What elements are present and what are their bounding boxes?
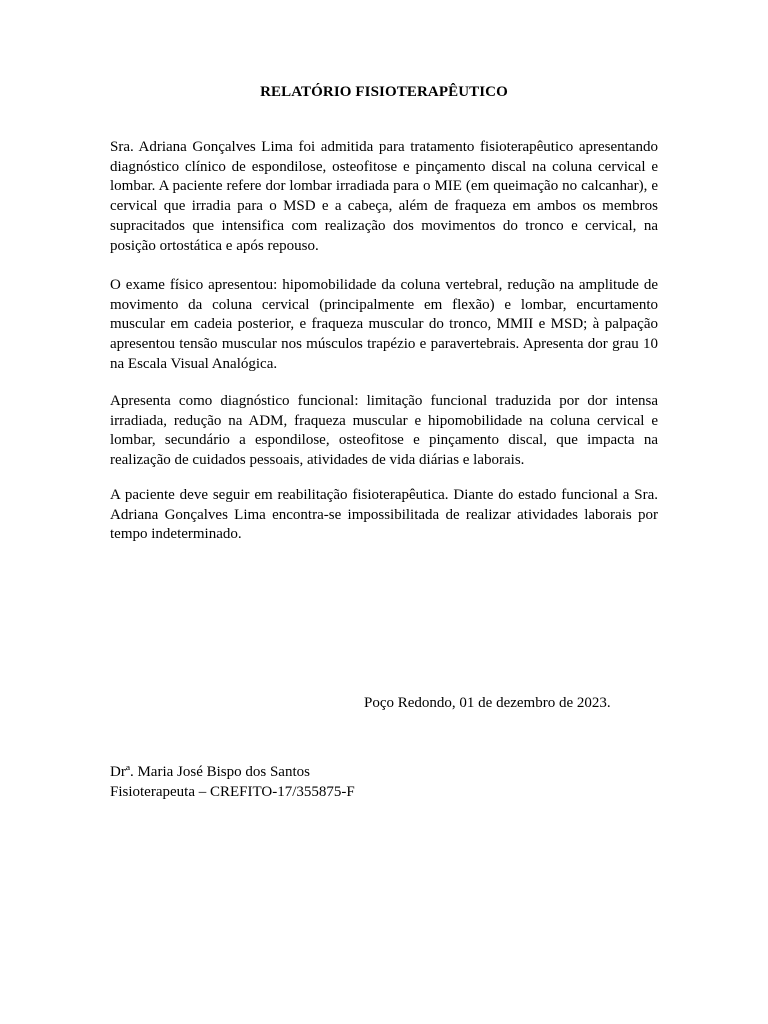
document-title: RELATÓRIO FISIOTERAPÊUTICO (260, 84, 508, 100)
paragraph-physical-exam: O exame físico apresentou: hipomobilidade da coluna vertebral, redução na amplitude de movimento da coluna cervical (principalmente em flexão) e lombar, encurtamento muscular em cadeia posterior, e fraqueza muscular do tronco, MMII e MSD; à palpação apresentou tensão muscular nos músculos trapézio e paravertebrais. Apresenta dor grau 10 na Escala Visual Analógica. (110, 277, 658, 372)
paragraph-functional-diagnosis: Apresenta como diagnóstico funcional: limitação funcional traduzida por dor intensa irradiada, redução na ADM, fraqueza muscular e hipomobilidade na coluna cervical e lombar, secundário a espondilose, osteofitose e pinçamento discal, que impacta na realização de cuidados pessoais, atividades de vida diárias e laborais. (110, 393, 658, 469)
signatory-role: Fisioterapeuta – CREFITO-17/355875-F (110, 784, 355, 800)
paragraph-admission: Sra. Adriana Gonçalves Lima foi admitida para tratamento fisioterapêutico apresentando diagnóstico clínico de espondilose, osteofitose e pinçamento discal na coluna cervical e lombar. A paciente refere dor lombar irradiada para o MIE (em queimação no calcanhar), e cervical que irradia para o MSD e a cabeça, além de fraqueza em ambos os membros supracitados que intensifica com realização dos movimentos do tronco e cervical, na posição ortostática e após repouso. (110, 139, 658, 254)
signatory-name: Drª. Maria José Bispo dos Santos (110, 764, 310, 780)
place-date-line: Poço Redondo, 01 de dezembro de 2023. (364, 695, 611, 711)
paragraph-conclusion: A paciente deve seguir em reabilitação fisioterapêutica. Diante do estado funcional a Sra. Adriana Gonçalves Lima encontra-se impossibilitada de realizar atividades laborais por tempo indeterminado. (110, 487, 658, 543)
